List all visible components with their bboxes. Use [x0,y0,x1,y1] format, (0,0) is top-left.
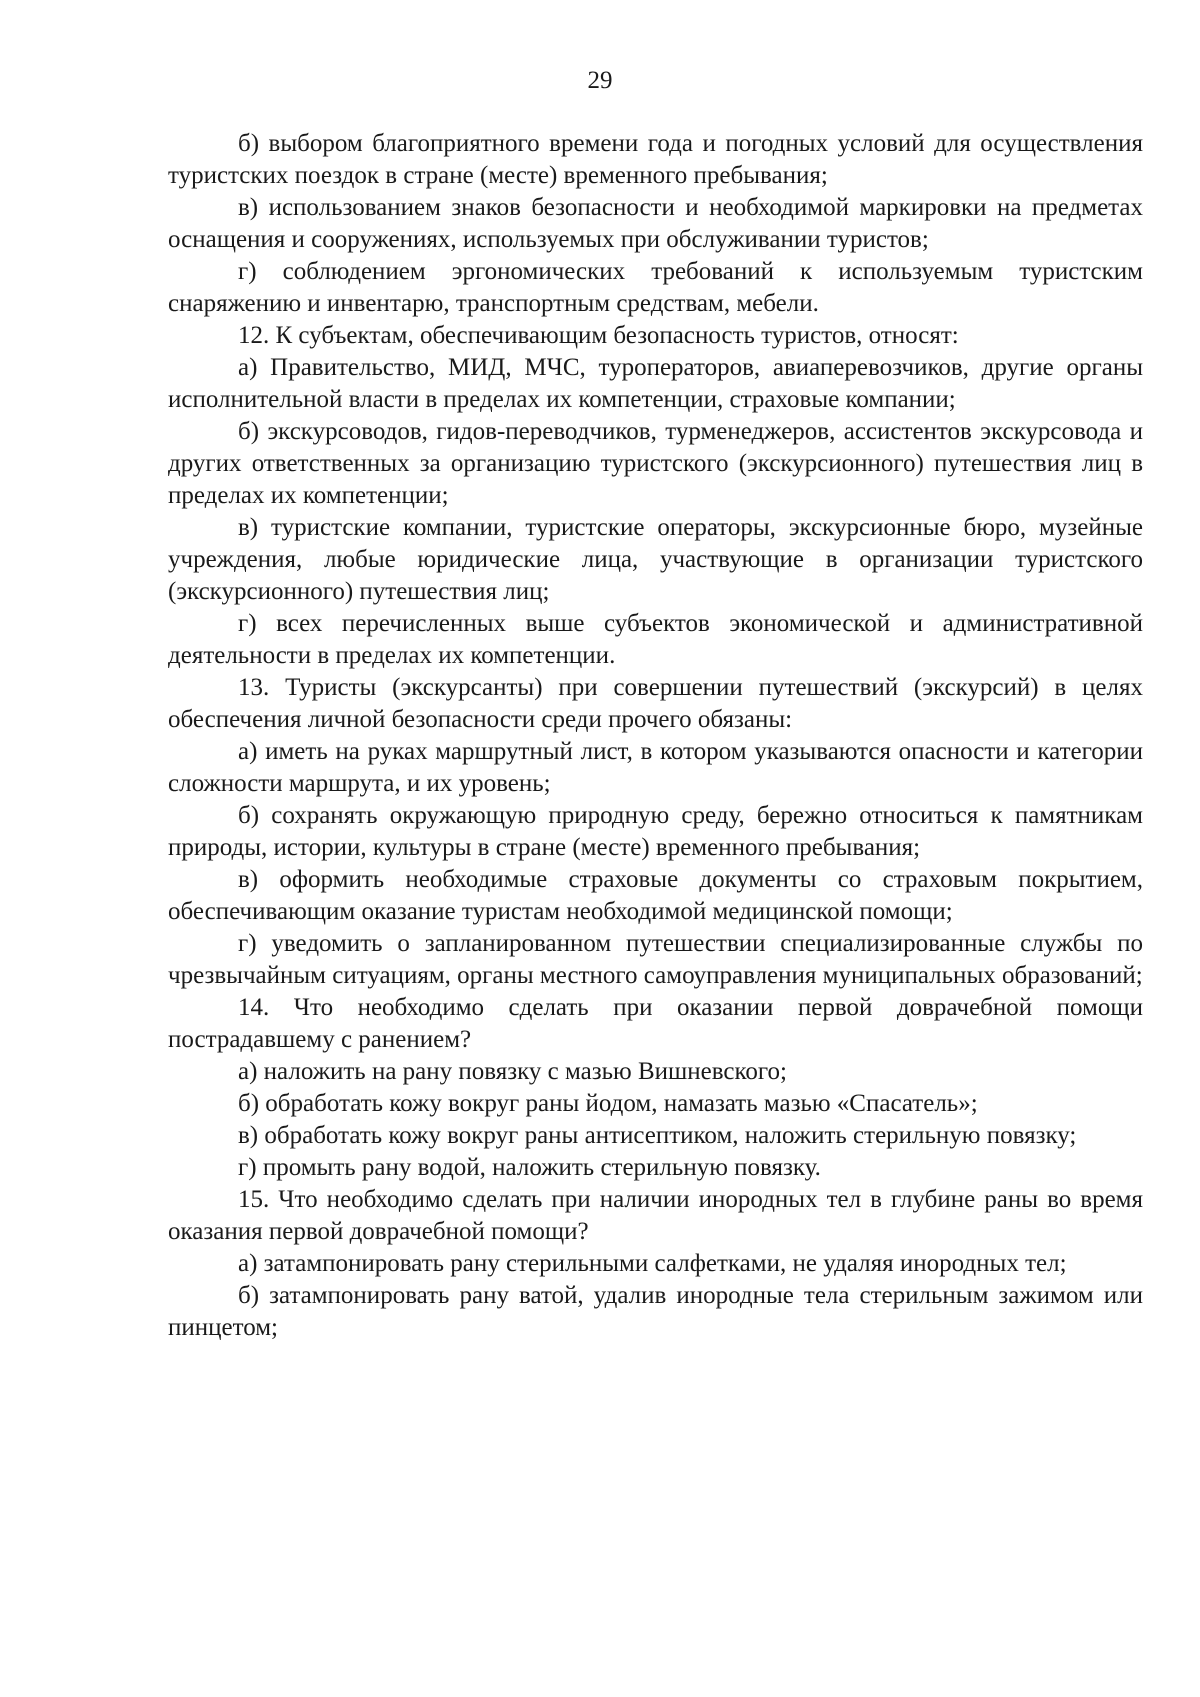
list-item-6v: в) использованием знаков безопасности и необходимой маркировки на предметах оснащения и сооружениях, используемых при обслуживании туристов; [168,194,1143,253]
document-body [168,128,1143,1344]
question-15: 15. Что необходимо сделать при наличии инородных тел в глубине раны во время оказания первой доврачебной помощи? [168,1186,1143,1245]
question-12: 12. К субъектам, обеспечивающим безопасность туристов, относят: [238,322,959,349]
answer-13a: а) иметь на руках маршрутный лист, в котором указываются опасности и категории сложности маршрута, и их уровень; [168,738,1143,797]
answer-15b: б) затампонировать рану ватой, удалив инородные тела стерильным зажимом или пинцетом; [168,1282,1143,1341]
question-14: 14. Что необходимо сделать при оказании первой доврачебной помощи пострадавшему с ранением? [168,994,1143,1053]
page-number: 29 [587,67,613,94]
answer-13g: г) уведомить о запланированном путешествии специализированные службы по чрезвычайным ситуациям, органы местного самоуправления муниципальных образований; [168,930,1143,989]
answer-12a: а) Правительство, МИД, МЧС, туроператоров, авиаперевозчиков, другие органы исполнительной власти в пределах их компетенции, страховые компании; [168,354,1143,413]
list-item-6g: г) соблюдением эргономических требований к используемым туристским снаряжению и инвентарю, транспортным средствам, мебели. [168,258,1143,317]
answer-14g: г) промыть рану водой, наложить стерильную повязку. [238,1154,821,1181]
list-item-6b: б) выбором благоприятного времени года и погодных условий для осуществления туристских поездок в стране (месте) временного пребывания; [168,130,1143,189]
answer-12g: г) всех перечисленных выше субъектов экономической и административной деятельности в пределах их компетенции. [168,610,1143,669]
answer-14b: б) обработать кожу вокруг раны йодом, намазать мазью «Спасатель»; [238,1090,978,1117]
question-13: 13. Туристы (экскурсанты) при совершении путешествий (экскурсий) в целях обеспечения личной безопасности среди прочего обязаны: [168,674,1143,733]
answer-13b: б) сохранять окружающую природную среду, бережно относиться к памятникам природы, истории, культуры в стране (месте) временного пребывания; [168,802,1143,861]
answer-13v: в) оформить необходимые страховые документы со страховым покрытием, обеспечивающим оказание туристам необходимой медицинской помощи; [168,866,1143,925]
answer-15a: а) затампонировать рану стерильными салфетками, не удаляя инородных тел; [238,1250,1067,1277]
answer-14a: а) наложить на рану повязку с мазью Вишневского; [238,1058,787,1085]
answer-14v: в) обработать кожу вокруг раны антисептиком, наложить стерильную повязку; [238,1122,1077,1149]
answer-12v: в) туристские компании, туристские операторы, экскурсионные бюро, музейные учреждения, любые юридические лица, участвующие в организации туристского (экскурсионного) путешествия лиц; [168,514,1143,605]
answer-12b: б) экскурсоводов, гидов-переводчиков, турменеджеров, ассистентов экскурсовода и других ответственных за организацию туристского (экскурсионного) путешествия лиц в пределах их компетенции; [168,418,1143,509]
